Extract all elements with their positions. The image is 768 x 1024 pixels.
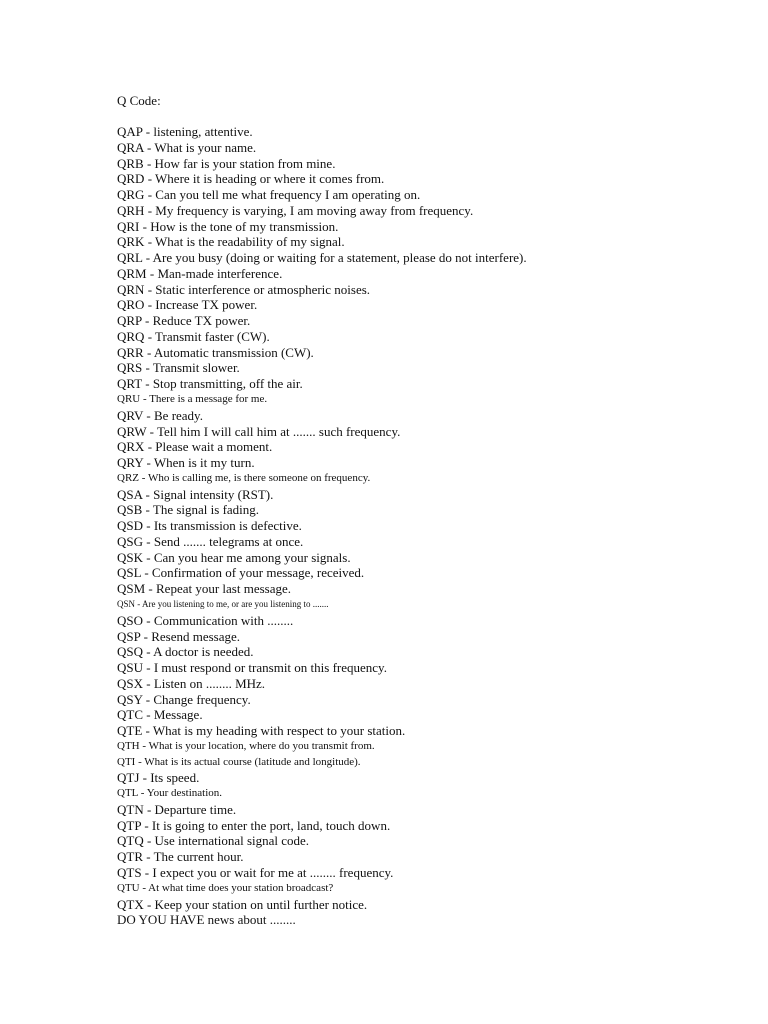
qcode-line: QTU - At what time does your station broadcast? — [117, 881, 334, 894]
qcode-line: QTS - I expect you or wait for me at ........ frequency. — [117, 864, 394, 880]
qcode-line: QSQ - A doctor is needed. — [117, 644, 254, 660]
qcode-line: QRW - Tell him I will call him at ....... such frequency. — [117, 423, 401, 439]
document-title: Q Code: — [117, 93, 161, 108]
qcode-list — [117, 124, 527, 928]
qcode-line: QTI - What is its actual course (latitude and longitude). — [117, 755, 361, 768]
qcode-line: QRT - Stop transmitting, off the air. — [117, 376, 303, 392]
qcode-line: QTQ - Use international signal code. — [117, 833, 310, 849]
qcode-line: QSM - Repeat your last message. — [117, 581, 292, 597]
qcode-line: QRB - How far is your station from mine. — [117, 155, 336, 171]
qcode-line: QAP - listening, attentive. — [117, 124, 253, 139]
qcode-line: QRY - When is it my turn. — [117, 455, 255, 471]
qcode-line: QSP - Resend message. — [117, 628, 241, 644]
qcode-line: QSK - Can you hear me among your signals. — [117, 549, 351, 565]
qcode-line: QTE - What is my heading with respect to your station. — [117, 723, 406, 739]
qcode-line: QRX - Please wait a moment. — [117, 439, 273, 455]
qcode-line: DO YOU HAVE news about ........ — [117, 912, 296, 928]
qcode-line: QSO - Communication with ........ — [117, 612, 294, 628]
qcode-line: QRK - What is the readability of my signal. — [117, 234, 345, 250]
qcode-line: QRM - Man-made interference. — [117, 265, 283, 281]
qcode-line: QTL - Your destination. — [117, 787, 223, 800]
qcode-line: QSN - Are you listening to me, or are you listening to ....... — [117, 598, 329, 609]
qcode-line: QRQ - Transmit faster (CW). — [117, 328, 270, 344]
qcode-line: QRI - How is the tone of my transmission. — [117, 218, 339, 234]
qcode-line: QRO - Increase TX power. — [117, 297, 258, 313]
qcode-line: QRP - Reduce TX power. — [117, 313, 251, 329]
qcode-line: QRH - My frequency is varying, I am moving away from frequency. — [117, 202, 474, 218]
qcode-line: QRV - Be ready. — [117, 407, 203, 423]
qcode-line: QSU - I must respond or transmit on this frequency. — [117, 660, 387, 676]
qcode-line: QTR - The current hour. — [117, 849, 244, 865]
qcode-line: QRD - Where it is heading or where it comes from. — [117, 171, 385, 187]
qcode-line: QTX - Keep your station on until further notice. — [117, 896, 368, 912]
qcode-line: QTJ - Its speed. — [117, 770, 200, 786]
qcode-line: QSG - Send ....... telegrams at once. — [117, 533, 304, 549]
qcode-line: QRZ - Who is calling me, is there someone on frequency. — [117, 471, 371, 484]
qcode-line: QRA - What is your name. — [117, 139, 257, 155]
qcode-line: QSY - Change frequency. — [117, 691, 251, 707]
qcode-line: QTN - Departure time. — [117, 801, 237, 817]
qcode-line: QSL - Confirmation of your message, received. — [117, 565, 365, 581]
qcode-line: QTP - It is going to enter the port, land, touch down. — [117, 817, 391, 833]
qcode-line: QSX - Listen on ........ MHz. — [117, 675, 266, 691]
qcode-line: QRS - Transmit slower. — [117, 360, 240, 376]
qcode-line: QRU - There is a message for me. — [117, 393, 268, 406]
qcode-line: QSD - Its transmission is defective. — [117, 518, 302, 534]
qcode-line: QRR - Automatic transmission (CW). — [117, 344, 314, 360]
qcode-line: QSB - The signal is fading. — [117, 502, 260, 518]
qcode-line: QRG - Can you tell me what frequency I am operating on. — [117, 187, 421, 203]
qcode-line: QRL - Are you busy (doing or waiting for a statement, please do not interfere). — [117, 250, 527, 266]
qcode-line: QRN - Static interference or atmospheric noises. — [117, 281, 371, 297]
qcode-line: QTH - What is your location, where do you transmit from. — [117, 739, 375, 752]
qcode-line: QSA - Signal intensity (RST). — [117, 486, 274, 502]
qcode-line: QTC - Message. — [117, 707, 203, 723]
